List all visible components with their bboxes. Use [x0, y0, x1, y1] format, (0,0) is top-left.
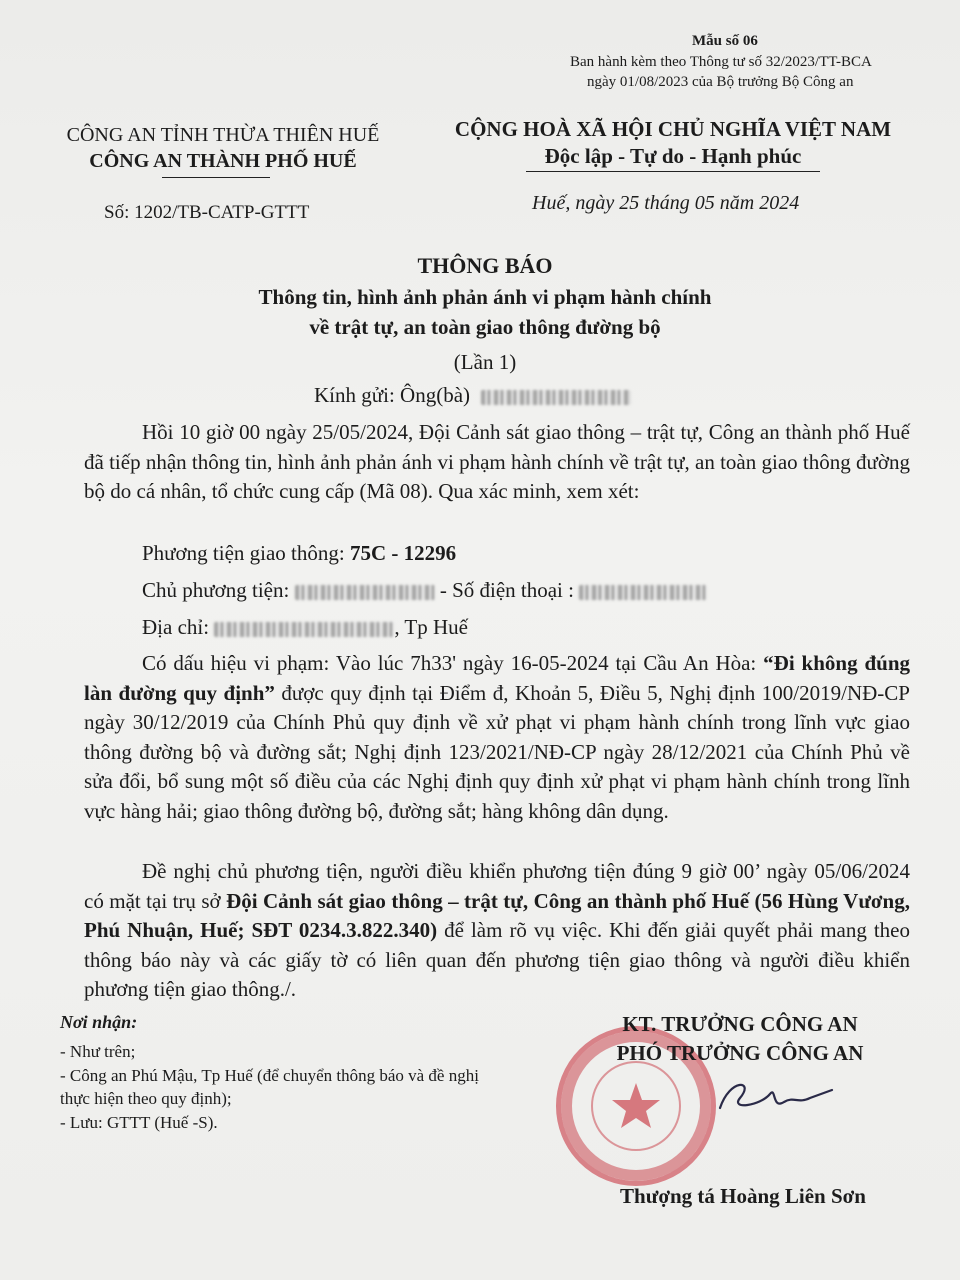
form-number: Mẫu số 06	[692, 33, 758, 49]
redacted-owner-name	[295, 585, 435, 600]
signer-name: Thượng tá Hoàng Liên Sơn	[620, 1184, 866, 1208]
intro-paragraph	[84, 418, 910, 507]
agency-name: CÔNG AN THÀNH PHỐ HUẾ	[89, 150, 357, 172]
violation-type: “Đi không đúng làn đường quy định”	[84, 651, 910, 705]
recipient-line	[314, 383, 631, 408]
redacted-address	[214, 622, 394, 637]
address-line	[142, 615, 468, 640]
motto-underline	[526, 171, 820, 172]
notice-title: THÔNG BÁO	[417, 253, 553, 278]
redacted-recipient-name	[481, 390, 631, 405]
handwritten-signature	[700, 1068, 840, 1128]
document-number: Số: 1202/TB-CATP-GTTT	[104, 202, 310, 223]
recipient-item: - Lưu: GTTT (Huế -S).	[60, 1112, 218, 1132]
recipients-list	[60, 1040, 510, 1134]
address-city: , Tp Huế	[394, 615, 468, 639]
address-label: Địa chỉ:	[142, 615, 215, 639]
notice-subtitle-1: Thông tin, hình ảnh phản ánh vi phạm hành chính	[258, 285, 712, 309]
vehicle-label: Phương tiện giao thông:	[142, 541, 350, 565]
signature-on-behalf: KT. TRƯỞNG CÔNG AN	[622, 1012, 858, 1036]
request-rest: để làm rõ vụ việc. Khi đến giải quyết phải mang theo thông báo này và các giấy tờ có liên quan đến phương tiện giao thông và người điều khiển phương tiện giao thông./.	[84, 918, 911, 1001]
notice-subtitle-2: về trật tự, an toàn giao thông đường bộ	[309, 315, 661, 339]
owner-line	[142, 578, 707, 603]
request-lead: Đề nghị chủ phương tiện, người điều khiển phương tiện đúng 9 giờ 00’ ngày 05/06/2024 có mặt tại trụ sở	[84, 859, 910, 913]
request-paragraph	[84, 857, 910, 1005]
signature-position: PHÓ TRƯỞNG CÔNG AN	[616, 1041, 864, 1065]
redacted-phone-number	[579, 585, 707, 600]
form-issued-date: ngày 01/08/2023 của Bộ trưởng Bộ Công an	[587, 74, 854, 90]
request-location: Đội Cảnh sát giao thông – trật tự, Công an thành phố Huế (56 Hùng Vương, Phú Nhuận, Huế; SĐT 0234.3.822.340)	[84, 888, 910, 942]
owner-label: Chủ phương tiện:	[142, 578, 295, 602]
vehicle-line	[142, 541, 456, 566]
recipient-label: Kính gửi: Ông(bà)	[314, 383, 471, 407]
phone-label: - Số điện thoại :	[434, 578, 580, 602]
place-date: Huế, ngày 25 tháng 05 năm 2024	[532, 192, 800, 214]
nation-title: CỘNG HOÀ XÃ HỘI CHỦ NGHĨA VIỆT NAM	[454, 117, 892, 141]
agency-parent: CÔNG AN TỈNH THỪA THIÊN HUẾ	[66, 124, 380, 146]
violation-paragraph	[84, 649, 910, 826]
form-issued-with: Ban hành kèm theo Thông tư số 32/2023/TT-BCA	[570, 54, 872, 70]
recipient-item: - Như trên;	[60, 1042, 136, 1061]
notice-times: (Lần 1)	[453, 350, 517, 374]
recipient-item: - Công an Phú Mậu, Tp Huế (để chuyển thông báo và đề nghị thực hiện theo quy định);	[60, 1065, 479, 1108]
intro-text: Hồi 10 giờ 00 ngày 25/05/2024, Đội Cảnh sát giao thông – trật tự, Công an thành phố Huế đã tiếp nhận thông tin, hình ảnh phản ánh vi phạm hành chính về trật tự, an toàn giao thông đường bộ do cá nhân, tổ chức cung cấp (Mã 08). Qua xác minh, xem xét:	[84, 420, 910, 503]
recipients-heading: Nơi nhận:	[60, 1012, 138, 1032]
violation-legal-basis: được quy định tại Điểm đ, Khoản 5, Điều 5, Nghị định 100/2019/NĐ-CP ngày 30/12/2019 của Chính Phủ quy định về xử phạt vi phạm hành chính trong lĩnh vực giao thông đường bộ và đường sắt; Nghị định 123/2021/NĐ-CP ngày 28/12/2021 của Chính Phủ về sửa đổi, bổ sung một số điều của các Nghị định quy định xử phạt vi phạm hành chính trong lĩnh vực hàng hải; giao thông đường bộ, đường sắt; hàng không dân dụng.	[84, 680, 910, 823]
vehicle-plate: 75C - 12296	[349, 541, 457, 565]
national-motto: Độc lập - Tự do - Hạnh phúc	[544, 144, 802, 168]
violation-lead: Có dấu hiệu vi phạm: Vào lúc 7h33' ngày 16-05-2024 tại Cầu An Hòa:	[142, 651, 764, 675]
agency-underline	[162, 177, 270, 178]
